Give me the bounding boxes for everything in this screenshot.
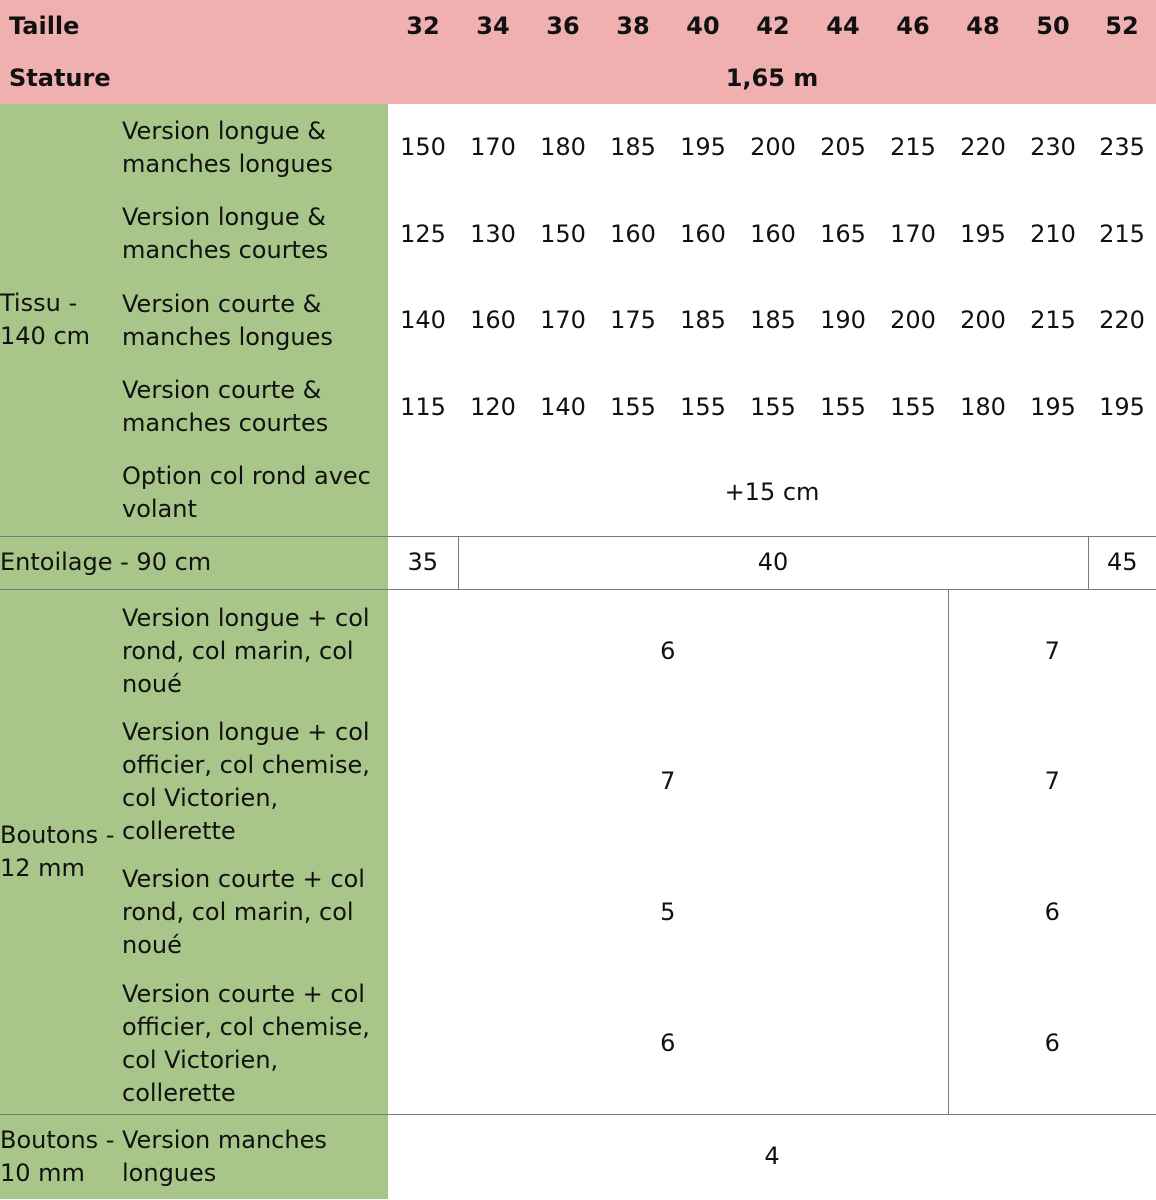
- table-row: [0, 850, 1156, 974]
- table-cell: 155: [668, 364, 738, 450]
- table-cell: 7: [388, 713, 948, 850]
- table-cell: 215: [878, 104, 948, 191]
- size-36: 36: [528, 0, 598, 52]
- table-cell: 155: [598, 364, 668, 450]
- size-34: 34: [458, 0, 528, 52]
- table-cell: 155: [738, 364, 808, 450]
- size-48: 48: [948, 0, 1018, 52]
- table-cell: 195: [1018, 364, 1088, 450]
- table-cell: 150: [528, 191, 598, 277]
- table-cell: 6: [948, 974, 1156, 1114]
- table-cell: 140: [388, 277, 458, 364]
- table-cell: 185: [738, 277, 808, 364]
- table-cell: 195: [948, 191, 1018, 277]
- row-label: Version longue & manches courtes: [122, 191, 388, 277]
- table-row: [0, 974, 1156, 1114]
- table-cell: 40: [458, 536, 1088, 589]
- table-cell: 180: [528, 104, 598, 191]
- row-label: Version courte & manches longues: [122, 277, 388, 364]
- table-row: [0, 713, 1156, 850]
- boutons-10-label: Boutons - 10 mm: [0, 1114, 122, 1199]
- table-cell: 170: [458, 104, 528, 191]
- table-row: [0, 589, 1156, 713]
- stature-label: Stature: [0, 52, 388, 104]
- table-cell: 35: [388, 536, 458, 589]
- table-cell: 195: [668, 104, 738, 191]
- table-row: [0, 364, 1156, 450]
- size-header-row: [0, 0, 1156, 52]
- row-label: Version longue + col rond, col marin, col noué: [122, 589, 388, 713]
- boutons-12-label: Boutons - 12 mm: [0, 589, 122, 1114]
- table-cell: 5: [388, 850, 948, 974]
- table-cell: 160: [458, 277, 528, 364]
- size-38: 38: [598, 0, 668, 52]
- table-row: [0, 1114, 1156, 1199]
- table-cell: 6: [388, 974, 948, 1114]
- row-label: Version courte + col officier, col chemise, col Victorien, collerette: [122, 974, 388, 1114]
- size-40: 40: [668, 0, 738, 52]
- entoilage-label: Entoilage - 90 cm: [0, 536, 388, 589]
- table-cell: 205: [808, 104, 878, 191]
- table-row: [0, 277, 1156, 364]
- option-value: +15 cm: [388, 450, 1156, 536]
- tissu-label: Tissu - 140 cm: [0, 104, 122, 536]
- table-cell: 200: [948, 277, 1018, 364]
- taille-label: Taille: [0, 0, 388, 52]
- row-label: Version courte & manches courtes: [122, 364, 388, 450]
- table-cell: 165: [808, 191, 878, 277]
- entoilage-row: [0, 536, 1156, 589]
- table-cell: 185: [598, 104, 668, 191]
- table-cell: 190: [808, 277, 878, 364]
- table-cell: 170: [878, 191, 948, 277]
- table-cell: 6: [388, 589, 948, 713]
- table-cell: 235: [1088, 104, 1156, 191]
- table-cell: 140: [528, 364, 598, 450]
- row-label: Version manches longues: [122, 1114, 388, 1199]
- table-cell: 215: [1018, 277, 1088, 364]
- row-label: Version longue & manches longues: [122, 104, 388, 191]
- size-44: 44: [808, 0, 878, 52]
- table-cell: 200: [878, 277, 948, 364]
- table-cell: 160: [668, 191, 738, 277]
- table-cell: 175: [598, 277, 668, 364]
- table-cell: 7: [948, 589, 1156, 713]
- table-cell: 150: [388, 104, 458, 191]
- table-cell: 45: [1088, 536, 1156, 589]
- size-50: 50: [1018, 0, 1088, 52]
- table-cell: 220: [948, 104, 1018, 191]
- size-46: 46: [878, 0, 948, 52]
- table-cell: 215: [1088, 191, 1156, 277]
- stature-row: [0, 52, 1156, 104]
- size-32: 32: [388, 0, 458, 52]
- table-cell: 185: [668, 277, 738, 364]
- table-cell: 210: [1018, 191, 1088, 277]
- table-cell: 170: [528, 277, 598, 364]
- table-cell: 180: [948, 364, 1018, 450]
- table-cell: 6: [948, 850, 1156, 974]
- table-cell: 125: [388, 191, 458, 277]
- table-cell: 120: [458, 364, 528, 450]
- row-label: Version longue + col officier, col chemise, col Victorien, collerette: [122, 713, 388, 850]
- table-row: [0, 104, 1156, 191]
- table-cell: 4: [388, 1114, 1156, 1199]
- table-cell: 130: [458, 191, 528, 277]
- size-42: 42: [738, 0, 808, 52]
- table-cell: 200: [738, 104, 808, 191]
- row-label: Option col rond avec volant: [122, 450, 388, 536]
- row-label: Version courte + col rond, col marin, col noué: [122, 850, 388, 974]
- table-cell: 220: [1088, 277, 1156, 364]
- table-cell: 7: [948, 713, 1156, 850]
- table-cell: 115: [388, 364, 458, 450]
- table-cell: 230: [1018, 104, 1088, 191]
- table-cell: 160: [738, 191, 808, 277]
- table-row: [0, 191, 1156, 277]
- size-52: 52: [1088, 0, 1156, 52]
- table-cell: 160: [598, 191, 668, 277]
- table-cell: 195: [1088, 364, 1156, 450]
- table-cell: 155: [808, 364, 878, 450]
- stature-value: 1,65 m: [388, 52, 1156, 104]
- table-row: [0, 450, 1156, 536]
- table-cell: 155: [878, 364, 948, 450]
